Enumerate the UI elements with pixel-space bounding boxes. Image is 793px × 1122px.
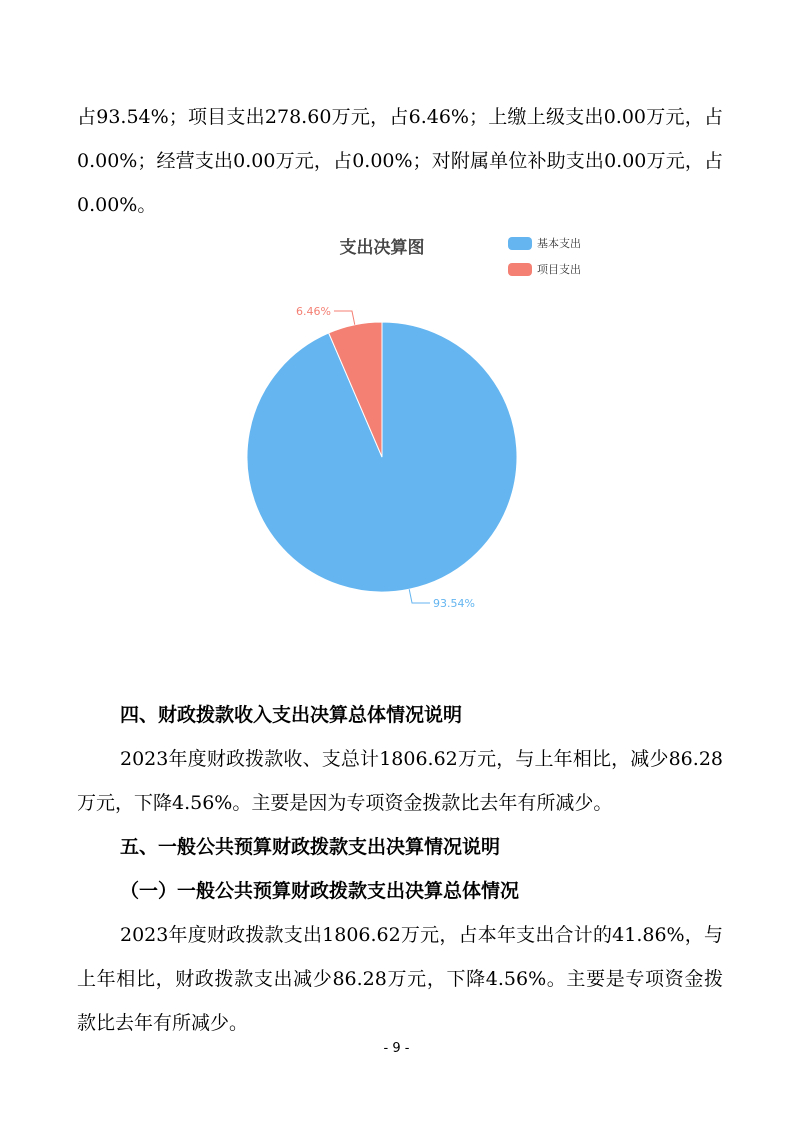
legend-label-1: 项目支出 [537,263,581,276]
section5-subheading: （一）一般公共预算财政拨款支出决算总体情况 [120,880,520,902]
pie-label-line-0 [409,589,430,603]
intro-paragraph: 占93.54%；项目支出278.60万元，占6.46%；上缴上级支出0.00万元，占0.00%；经营支出0.00万元，占0.00%；对附属单位补助支出0.00万元，占0.00%。 [77,106,723,216]
chart-legend [508,236,581,276]
pie-slices [247,322,517,592]
section4-heading: 四、财政拨款收入支出决算总体情况说明 [120,704,463,726]
section5-body: 2023年度财政拨款支出1806.62万元，占本年支出合计的41.86%，与上年相比，财政拨款支出减少86.28万元，下降4.56%。主要是专项资金拨款比去年有所减少。 [77,924,723,1034]
page-number: - 9 - [383,1041,410,1056]
section5-heading: 五、一般公共预算财政拨款支出决算情况说明 [120,836,501,858]
expenditure-pie-chart [230,225,630,625]
pie-label-line-1 [334,311,355,325]
legend-swatch-0 [508,237,532,250]
section4-body: 2023年度财政拨款收、支总计1806.62万元，与上年相比，减少86.28万元，下降4.56%。主要是因为专项资金拨款比去年有所减少。 [77,748,723,814]
legend-swatch-1 [508,263,532,276]
legend-label-0: 基本支出 [537,237,581,250]
pie-label-0: 93.54% [433,596,475,610]
pie-label-1: 6.46% [296,305,331,319]
chart-title: 支出决算图 [339,238,425,258]
